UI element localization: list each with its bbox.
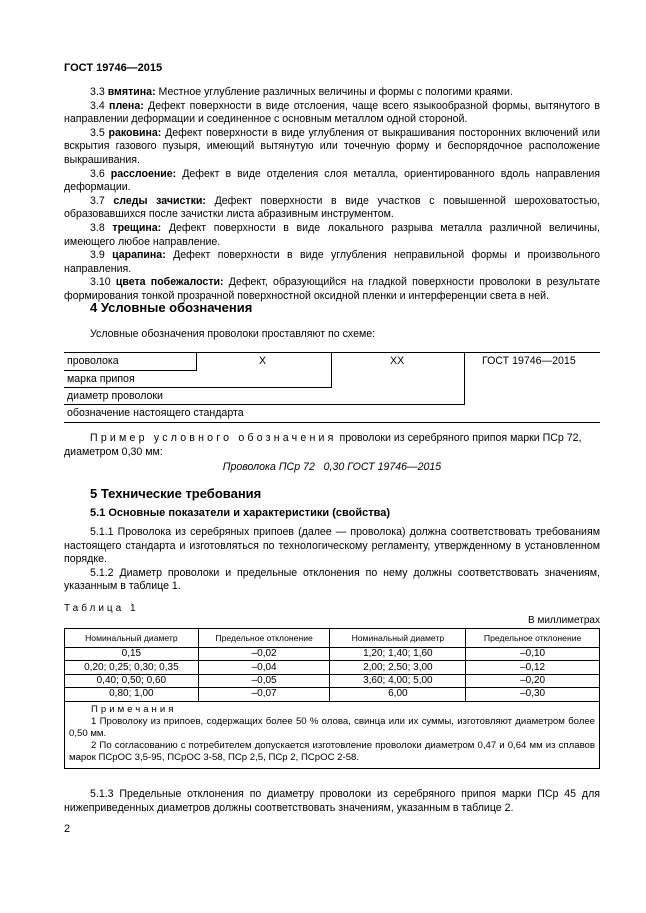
definition-3-6: 3.6 расслоение: Дефект в виде отделения слоя металла, ориентированного вдоль направления деформации. [64, 167, 600, 194]
table-1 [64, 628, 600, 769]
scheme-diametr: диаметр проволоки [67, 390, 163, 402]
definition-3-4: 3.4 плена: Дефект поверхности в виде отслоения, чаще всего языкообразной формы, вытянутого в направлении деформации и соединенное с основным металлом одной стороной. [64, 99, 600, 126]
designation-formula: Проволока ПСр 72 0,30 ГОСТ 19746—2015 [222, 461, 442, 473]
table-row [65, 648, 600, 661]
section-4-intro: Условные обозначения проволоки проставляют по схеме: [90, 328, 376, 340]
col-nominal-diameter-1: Номинальный диаметр [65, 629, 199, 648]
table-cell: –0,02 [198, 648, 330, 661]
definition-3-7: 3.7 следы зачистки: Дефект поверхности в виде участков с повышенной шероховатостью, образовавшихся после зачистки листа абразивным инструментом. [64, 194, 600, 221]
table-notes-row [65, 701, 600, 768]
table-cell: –0,05 [198, 674, 330, 687]
page-number: 2 [64, 823, 71, 835]
paragraph-5-1-2: 5.1.2 Диаметр проволоки и предельные отклонения по нему должны соответствовать значениям, указанным в таблице 1. [64, 566, 600, 593]
document-header: ГОСТ 19746—2015 [64, 62, 163, 74]
definition-3-9: 3.9 царапина: Дефект поверхности в виде углубления неправильной формы и произвольного направления. [64, 249, 600, 275]
note-2: 2 По согласованию с потребителем допускается изготовление проволоки диаметром 0,47 и 0,64 мм из сплавов марок ПСрОС 3,5-95, ПСрОС 3-58, ПСр 2,5, ПСр 2, ПСрОС 2-58. [69, 740, 595, 764]
scheme-x: X [259, 355, 267, 367]
designation-scheme [64, 352, 600, 424]
col-limit-deviation-2: Предельное отклонение [466, 629, 600, 648]
table-cell: –0,12 [466, 661, 600, 674]
definition-3-5: 3.5 раковина: Дефект поверхности в виде углубления от выкрашивания посторонних включений или вскрытия газового пузыря, имеющий вытянутую или точечную форму и беспорядочное расположение выкрашивания. [64, 126, 600, 166]
table-cell: 0,15 [65, 648, 199, 661]
table-header-row [65, 629, 600, 648]
definition-3-10: 3.10 цвета побежалости: Дефект, образующийся на гладкой поверхности проволоки в результате формирования тонкой прозрачной поверхностной оксидной пленки и интерференции света в ней. [64, 276, 600, 302]
definition-3-8: 3.8 трещина: Дефект поверхности в виде локального разрыва металла различной величины, имеющего любое направление. [64, 222, 600, 248]
table-cell: 3,60; 4,00; 5,00 [330, 674, 466, 687]
section-5-1-title: 5.1 Основные показатели и характеристики (свойства) [90, 507, 390, 519]
table-cell: –0,10 [466, 648, 600, 661]
table-cell: 1,20; 1,40; 1,60 [330, 648, 466, 661]
table-cell: 0,40; 0,50; 0,60 [65, 674, 199, 687]
scheme-oboznach: обозначение настоящего стандарта [67, 407, 244, 419]
section-4-title: 4 Условные обозначения [90, 300, 253, 315]
table-notes [65, 701, 600, 768]
col-nominal-diameter-2: Номинальный диаметр [330, 629, 466, 648]
definition-3-3: 3.3 вмятина: Местное углубление различных величины и формы с пологими краями. [90, 86, 513, 98]
designation-example: Пример условного обозначения проволоки из серебряного припоя марки ПСр 72, диаметром 0,30 мм: [64, 432, 582, 458]
table-row [65, 674, 600, 687]
notes-title: Примечания [91, 703, 177, 715]
table-row [65, 661, 600, 674]
col-limit-deviation-1: Предельное отклонение [198, 629, 330, 648]
table-cell: 6,00 [330, 688, 466, 701]
note-1: 1 Проволоку из припоев, содержащих более 50 % олова, свинца или их суммы, изготовляют диаметром более 0,50 мм. [69, 715, 595, 739]
paragraph-5-1-3: 5.1.3 Предельные отклонения по диаметру проволоки из серебряного припоя марки ПСр 45 для нижеприведенных диаметров должны соответствовать значениям, указанным в таблице 2. [64, 788, 600, 814]
table-row [65, 688, 600, 701]
table-cell: –0,30 [466, 688, 600, 701]
table-cell: –0,04 [198, 661, 330, 674]
paragraph-5-1-1: 5.1.1 Проволока из серебряных припоев (далее — проволока) должна соответствовать требованиям настоящего стандарта и изготовляться по технологическому регламенту, утвержденному в установленном порядке. [64, 526, 600, 566]
scheme-provoloka: проволока [67, 355, 119, 367]
scheme-xx: XX [390, 355, 405, 367]
table-cell: –0,20 [466, 674, 600, 687]
table-cell: –0,07 [198, 688, 330, 701]
scheme-gost: ГОСТ 19746—2015 [482, 355, 576, 367]
table-1-units: В миллиметрах [528, 615, 600, 626]
table-cell: 0,80; 1,00 [65, 688, 199, 701]
scheme-marka: марка припоя [67, 373, 135, 385]
table-cell: 0,20; 0,25; 0,30; 0,35 [65, 661, 199, 674]
section-5-title: 5 Технические требования [90, 486, 262, 501]
table-cell: 2,00; 2,50; 3,00 [330, 661, 466, 674]
table-1-label: Таблица 1 [64, 603, 139, 614]
